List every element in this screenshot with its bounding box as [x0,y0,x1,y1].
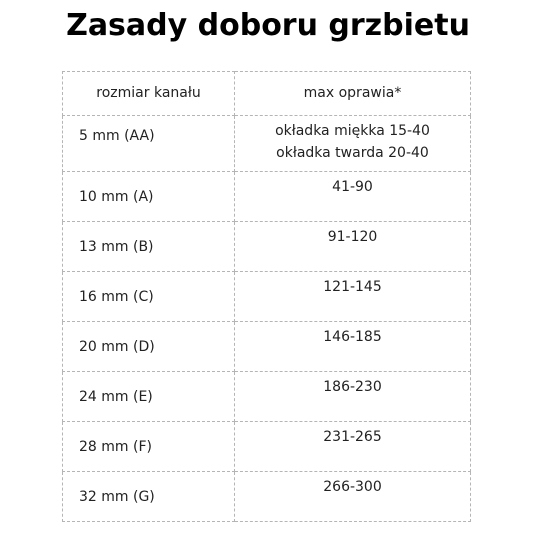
header-max-binding: max oprawia* [235,72,471,116]
max-binding-value: 231-265 [323,429,382,445]
max-binding-value: 121-145 [323,279,382,295]
max-binding-value: 186-230 [323,379,382,395]
spine-size-table [62,71,471,522]
max-binding-cell [235,472,471,522]
table-row [63,222,471,272]
channel-size-cell: 13 mm (B) [63,222,235,272]
max-binding-value: 91-120 [327,229,378,245]
table-row [63,422,471,472]
table-row [63,116,471,172]
max-binding-cell [235,172,471,222]
table-header-row [63,72,471,116]
channel-size-cell: 16 mm (C) [63,272,235,322]
channel-size-cell: 32 mm (G) [63,472,235,522]
max-binding-value: 266-300 [323,479,382,495]
channel-size-cell: 24 mm (E) [63,372,235,422]
channel-size-cell: 28 mm (F) [63,422,235,472]
channel-size-cell: 5 mm (AA) [63,116,235,172]
channel-size-cell: 10 mm (A) [63,172,235,222]
header-channel-size: rozmiar kanału [63,72,235,116]
table-row [63,472,471,522]
max-binding-cell [235,322,471,372]
max-binding-cell [235,372,471,422]
max-binding-cell [235,422,471,472]
table-row [63,372,471,422]
max-binding-value: 146-185 [323,329,382,345]
table-row [63,322,471,372]
table-row [63,272,471,322]
table-row [63,172,471,222]
page-title: Zasady doboru grzbietu [66,8,470,43]
max-binding-soft-cover: okładka miękka 15-40 [275,123,430,139]
max-binding-cell [235,272,471,322]
channel-size-cell: 20 mm (D) [63,322,235,372]
max-binding-cell [235,222,471,272]
max-binding-cell [235,116,471,172]
max-binding-hard-cover: okładka twarda 20-40 [276,145,429,161]
max-binding-value: 41-90 [332,179,373,195]
